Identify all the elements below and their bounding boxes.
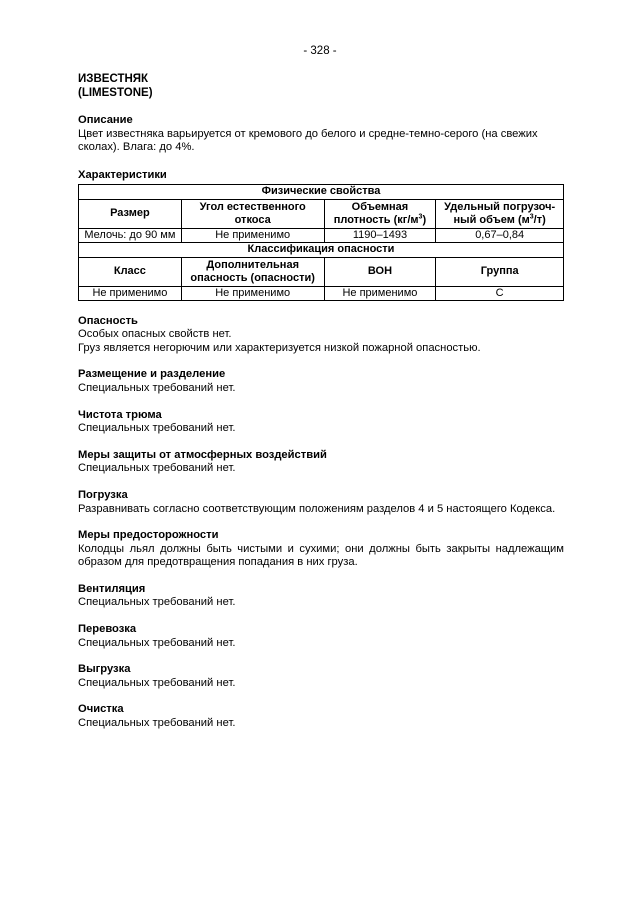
weather-precautions-text: Специальных требований нет. [78,462,236,475]
hazard-classification-title: Классификация опасности [79,242,564,257]
col-angle-of-repose: Угол естественного откоса [181,199,324,228]
discharge-heading: Выгрузка [78,663,131,676]
carriage-text: Специальных требований нет. [78,636,236,649]
col-mhb: ВОН [324,257,436,286]
clean-up-heading: Очистка [78,703,124,716]
hold-cleanliness-text: Специальных требований нет. [78,422,236,435]
description-text: Цвет известняка варьируется от кремового до белого и средне-темно-серого (на свежих сколах). Влага: до 4%. [78,127,538,154]
col-size: Размер [79,199,182,228]
cargo-title-en: (LIMESTONE) [78,86,153,99]
cell-stowage-factor: 0,67–0,84 [436,228,564,242]
cell-class: Не применимо [79,286,182,300]
loading-heading: Погрузка [78,488,128,501]
stowage-segregation-text: Специальных требований нет. [78,381,236,394]
hazard-line: Особых опасных свойств нет. [78,328,232,341]
cell-angle-of-repose: Не применимо [181,228,324,242]
col-class: Класс [79,257,182,286]
cell-mhb: Не применимо [324,286,436,300]
cell-size: Мелочь: до 90 мм [79,228,182,242]
cell-subsidiary-hazard: Не применимо [181,286,324,300]
discharge-text: Специальных требований нет. [78,676,236,689]
cell-group: C [436,286,564,300]
description-heading: Описание [78,114,133,127]
hazard-line: Груз является негорючим или характеризуется низкой пожарной опасностью. [78,341,481,354]
cargo-title-ru: ИЗВЕСТНЯК [78,73,149,85]
cell-bulk-density: 1190–1493 [324,228,436,242]
physical-properties-title: Физические свойства [79,184,564,199]
carriage-heading: Перевозка [78,623,137,636]
precautions-text: Колодцы льял должны быть чистыми и сухими; они должны быть закрыты надлежащим образом для предотвращения попадания в них груза. [78,542,564,569]
precautions-heading: Меры предосторожности [78,529,219,542]
col-bulk-density: Объемная плотность $(кг/м^3)$ [324,199,436,228]
col-stowage-factor: Удельный погрузоч-ный объем $(м^3/т)$ [436,199,564,228]
ventilation-text: Специальных требований нет. [78,596,236,609]
ventilation-heading: Вентиляция [78,582,146,595]
clean-up-text: Специальных требований нет. [78,717,236,730]
loading-text: Разравнивать согласно соответствующим положениям разделов 4 и 5 настоящего Кодекса. [78,502,556,515]
document-body [78,73,564,731]
characteristics-heading: Характеристики [78,168,167,181]
characteristics-table [78,184,564,301]
weather-precautions-heading: Меры защиты от атмосферных воздействий [78,448,327,461]
hold-cleanliness-heading: Чистота трюма [78,408,162,421]
col-group: Группа [436,257,564,286]
page-number: - 328 - [303,45,337,57]
hazard-heading: Опасность [78,314,138,327]
stowage-segregation-heading: Размещение и разделение [78,368,226,381]
col-subsidiary-hazard: Дополнительная опасность (опасности) [181,257,324,286]
